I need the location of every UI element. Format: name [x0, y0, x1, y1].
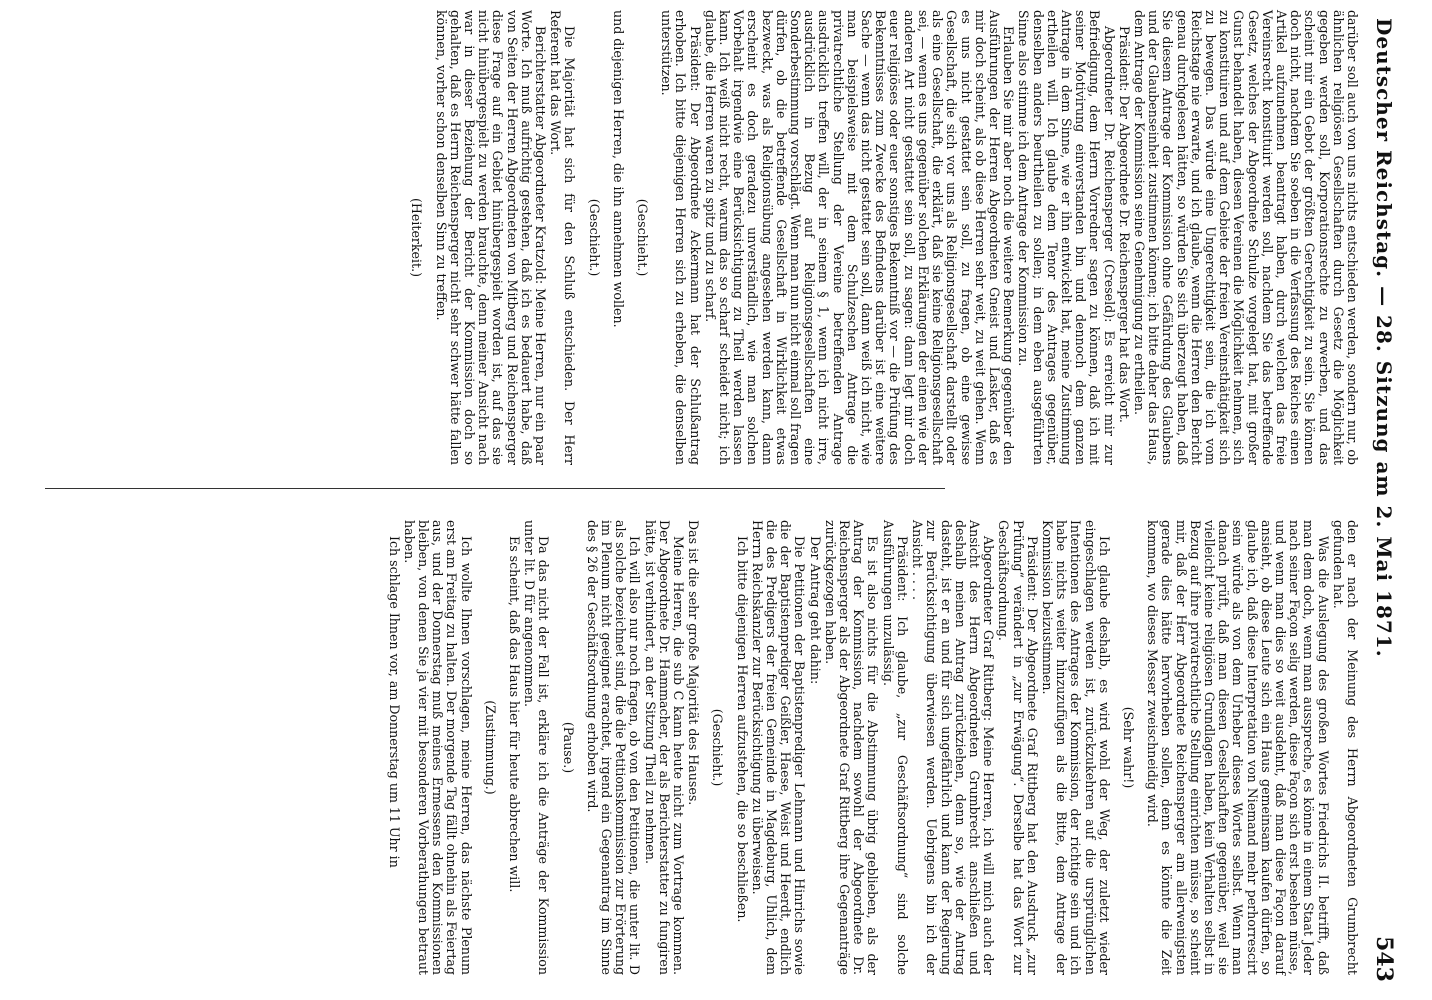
paragraph: Meine Herren, die sub C kann heute nicht zum Vortrage kommen. Der Abgeordnete Dr. Hammacher, der als Berichterstatter zu fungiren hätte, ist verhindert, an der Sitzung Theil zu nehmen.	[642, 520, 687, 975]
paragraph: Die Petitionen der Baptistenprediger Lehmann und Hinrichs sowie die der Baptistenprediger Geißler, Haese, Weist und Heerdt, endlich die des Predigers der freien Gemeinde in Magdeburg, Uhlich, dem Herrn Reichskanzler zur Berücksichtigung zu überweisen.	[749, 520, 808, 975]
paragraph: Es ist also nichts für die Abstimmung übrig geblieben, als der Antrag der Kommission, nachdem sowohl der Abgeordnete Dr. Reichensperger als der Abgeordnete Graf Rittberg ihre Gegenanträge zurückgezogen haben.	[822, 520, 881, 975]
paragraph: Präsident: Ich glaube, „zur Geschäftsordnung“ sind solche Ausführungen unzulässig.	[880, 520, 910, 975]
rotated-page	[45, 0, 1405, 1000]
paragraph: Es scheint, daß das Haus hier für heute abbrechen will.	[507, 536, 523, 893]
paragraph: Der Antrag geht dahin:	[807, 536, 823, 685]
stage-direction: (Sehr wahr!)	[1120, 706, 1136, 789]
page-header	[1367, 18, 1401, 982]
stage-direction: (Geschieht.)	[586, 198, 602, 277]
paragraph: Was die Auslegung des großen Wortes Friedrichs II. betrifft, daß man dem doch, wenn man ausspreche, es könne in einem Staat Jeder nach seiner Façon selig werden, diese Façon sich erst besehen müsse, und wenn man dies so weit ausdehnt, daß man diese Façon darauf ansieht, ob diese Leute sich ein Haus gemeinsam kaufen dürfen, so glaube ich, daß diese Interpretation von Niemand mehr perhorrescirt sein würde als von dem Urheber dieses Wortes selbst. Wenn man danach prüft, daß man diesen Gesellschaften gegenüber, weil sie vielleicht keine religiösen Grundlagen haben, kein Verhalten selbst in Bezug auf ihre privatrechtliche Stellung einrichten müsse, so scheint mir, daß der Herr Abgeordnete Reichensperger am allerwenigsten gerade dies hätte hervorheben sollen, denn es könnte die Zeit kommen, wo dieses Messer zweischneidig wird.	[1145, 520, 1331, 975]
page-title: Deutscher Reichstag. — 28. Sitzung am 2. Mai 1871.	[1372, 18, 1396, 658]
stage-direction: (Pause.)	[560, 721, 576, 774]
paragraph: Die Majorität hat sich für den Schluß entschieden. Der Herr Referent hat das Wort.	[548, 10, 578, 465]
paragraph: darüber soll auch von uns nichts entschieden werden, sondern nur, ob ähnlichen religiösen Gesellschaften durch Gesetz die Möglichkeit gegeben werden soll, Korporationsrechte zu erwerben, und das scheint mir ein Gebot der größten Gerechtigkeit zu sein. Sie können doch nicht, nachdem Sie soeben in die Verfassung des Reiches einen Artikel aufzunehmen beantragt haben, durch welchen das freie Vereinsrecht konstituirt werden soll, nachdem Sie das betreffende Gesetz, welches der Abgeordnete Schulze vorgelegt hat, mit großer Gunst behandelt haben, diesen Vereinen die Möglichkeit nehmen, sich zu konstituiren und auf dem Gebiete der freien Vereinsthätigkeit sich zu bewegen. Das würde eine Ungerechtigkeit sein, die ich vom Reichstage nie erwarte, und ich glaube, wenn die Herren den Bericht genau durchgelesen hätten, so würden Sie sich überzeugt haben, daß Sie diesem Antrage der Kommission ohne Gefährdung des Glaubens und der Glaubenseinheit zustimmen können; ich bitte daher das Haus, dem Antrage der Kommission seine Genehmigung zu ertheilen.	[1131, 10, 1360, 465]
paragraph: Ich bitte diejenigen Herren aufzustehen, die so beschließen.	[734, 536, 750, 923]
paragraph: Ich schlage Ihnen vor, am Donnerstag um 11 Uhr in	[386, 536, 402, 868]
paragraph: Präsident: Der Abgeordnete Dr. Reichensperger hat das Wort.	[1116, 26, 1132, 423]
paragraph: Berichterstatter Abgeordneter Kratzold: Meine Herren, nur ein paar Worte. Ich muß aufrichtig gestehen, daß ich es bedauert habe, daß von Seiten der Herren Abgeordneten von Mitberg und Reichensperger diese Frage auf ein Gebiet hinübergespielt worden ist, auf das sie nicht hinübergespielt zu werden brauchte, denn meiner Ansicht nach war in dieser Beziehung der Bericht der Kommission doch so gehalten, daß es Herrn Reichensperger nicht sehr schwer hätte fallen können, vorher schon denselben Sinn zu treffen.	[433, 10, 549, 465]
paragraph: Abgeordneter Dr. Reichensperger (Creseld): Es erreicht mir zur Befriedigung, dem Herrn Vorredner sagen zu können, daß ich mit seiner Motivirung einverstanden bin und dennoch dem ganzen Antrage in dem Sinne, wie er ihn entwickelt hat, meine Zustimmung ertheilen will. Ich glaube dem Tenor des Antrages gegenüber, denselben anders beurtheilen zu sollen; in dem eben ausgeführten Sinne also stimme ich dem Antrage der Kommission zu.	[1016, 10, 1117, 465]
stage-direction: (Geschieht.)	[710, 708, 726, 787]
paragraph: Präsident: Der Abgeordnete Ackermann hat der Schlußantrag erhoben. Ich bitte diejenigen Herren sich zu erheben, die denselben unterstützen.	[659, 10, 703, 465]
paragraph: Präsident: Der Abgeordnete Graf Rittberg hat den Ausdruck „zur Prüfung“ verändert in „zur Erwägung“. Derselbe hat das Wort zur Geschäftsordnung.	[996, 520, 1040, 975]
paragraph: und diejenigen Herren, die ihn annehmen wollen.	[610, 10, 626, 328]
paragraph: Ich will also nur noch fragen, ob von den Petitionen, die unter lit. D als solche bezeichnet sind, die die Petitionskommission zur Erörterung im Plenum nicht geeignet erachtet, irgend ein Gegenantrag im Sinne des § 26 der Geschäftsordnung erhoben wird.	[584, 520, 643, 975]
left-column	[399, 10, 1359, 465]
page-number: 543	[1371, 936, 1397, 982]
paragraph: Abgeordneter Graf Rittberg: Meine Herren, ich will mich auch der Ansicht des Herrn Abgeordneten Grumbrecht anschließen und deshalb meinen Antrag zurückziehen, denn so, wie der Antrag dasteht, ist er an und für sich ungefährlich und kann der Regierung zur Berücksichtigung überwiesen werden. Uebrigens bin ich der Ansicht . . . .	[910, 520, 997, 975]
paragraph: Erlauben Sie mir aber noch die weitere Bemerkung gegenüber den Ausführungen der Herren Abgeordneten Gneist und Lasker, daß es mir doch scheint, als ob diese Herren sehr weit, zu weit gehen. Wenn es uns nicht gestattet sein soll, zu fragen, ob eine gewisse Gesellschaft, die sich vor uns als Religionsgesellschaft darstellt oder als eine Gesellschaft, die erklärt, daß sie keine Religionsgesellschaft sei, — wenn es uns gegenüber solchen Erklärungen der einen wie der anderen Art nicht gestattet sein soll, zu sagen: dann legt mir doch euer religiöses oder euer sonstiges Bekenntniß vor — die Prüfung des Bekenntnisses zum Zwecke des Befindens darüber ist eine weitere Sache — wenn das nicht gestattet sein soll, dann weiß ich nicht, wie man beispielsweise mit dem Schulzeschen Antrage die privatrechtliche Stellung der Vereine betreffenden Antrage ausdrücklich treffen will, der in seinem § 1, wenn ich nicht irre, ausdrücklich in Bezug auf Religionsgesellschaften eine Sonderbestimmung vorschlägt. Wenn man nun nicht einmal soll fragen dürfen, ob die betreffende Gesellschaft in Wirklichkeit etwas bezweckt, was als Religionsübung angesehen werden kann, dann erscheint es doch geradezu unverständlich, wie man solchen Vorbehalt irgendwie eine Berücksichtigung zu Theil werden lassen kann. Ich weiß nicht recht, warum das so scharf scheidet nicht; ich glaube, die Herren waren zu spitz und zu scharf.	[702, 10, 1017, 465]
paragraph: Da das nicht der Fall ist, erkläre ich die Anträge der Kommission unter lit. D für angenommen.	[522, 520, 552, 975]
stage-direction: (Heiterkeit.)	[409, 198, 425, 277]
stage-direction: (Geschieht.)	[635, 198, 651, 277]
paragraph: Ich glaube deshalb, es wird wohl der Weg, der zuletzt wieder eingeschlagen werden ist, zurückzukehren auf die ursprünglichen Intentionen des Antrages der Kommission, der richtige sein und ich habe nichts weiter hinzuzufügen als die Bitte, dem Antrage der Kommission beizustimmen.	[1039, 520, 1112, 975]
digitization-footer	[1410, 0, 1432, 1000]
stage-direction: (Zustimmung.)	[482, 700, 498, 795]
column-divider	[45, 488, 945, 489]
paragraph: Ich wollte Ihnen vorschlagen, meine Herren, das nächste Plenum erst am Freitag zu halten. Der morgende Tag fällt ohnehin als Feiertag aus, und der Donnerstag muß meines Ermessens den Kommissionen bleiben, von denen Sie ja vier mit besonderen Vorberathungen betraut haben.	[401, 520, 474, 975]
right-column	[385, 520, 1359, 975]
paragraph: den er nach der Meinung des Herrn Abgeordneten Grumbrecht gefunden hat.	[1330, 520, 1360, 975]
paragraph: Das ist die sehr große Majorität des Hauses.	[686, 520, 702, 806]
